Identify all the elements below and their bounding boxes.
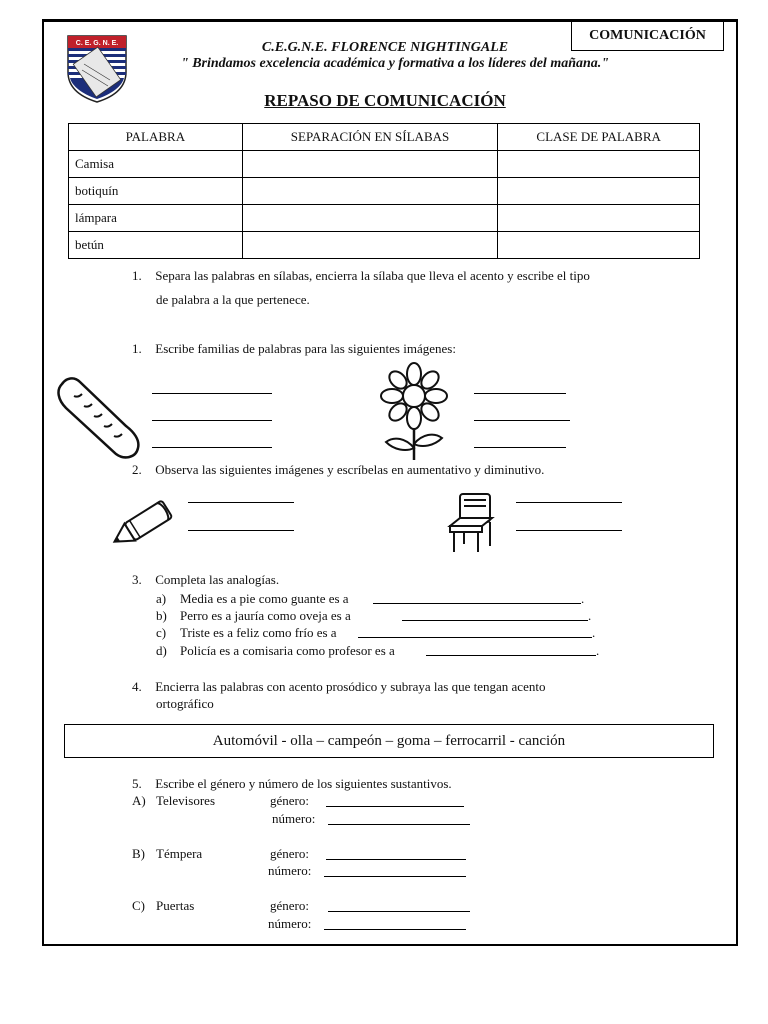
numero-label: número: xyxy=(268,916,312,931)
question-text: Encierra las palabras con acento prosódico y subraya las que tengan acento xyxy=(155,679,546,694)
analogy-end: . xyxy=(581,591,585,606)
pencil-image xyxy=(106,496,180,554)
analogy-answer-line[interactable] xyxy=(426,655,596,656)
question-3 xyxy=(132,567,279,592)
numero-line[interactable] xyxy=(328,824,470,825)
genero-label: género: xyxy=(270,846,309,861)
analogy-text: Policía es a comisaria como profesor es a xyxy=(180,643,395,658)
analogy-a xyxy=(156,590,349,608)
augmentative-line[interactable] xyxy=(188,502,294,503)
row-word: lámpara xyxy=(69,205,243,232)
noun-word: Puertas xyxy=(156,898,195,913)
question-5 xyxy=(132,775,452,793)
genero-line[interactable] xyxy=(328,911,470,912)
question-4 xyxy=(132,678,545,696)
answer-line[interactable] xyxy=(474,420,570,421)
diminutive-line[interactable] xyxy=(516,530,622,531)
flower-image xyxy=(376,362,456,462)
table-header-row xyxy=(69,124,700,151)
syllables-cell[interactable] xyxy=(242,178,498,205)
item-label: d) xyxy=(156,643,167,658)
question-number: 4. xyxy=(132,679,142,694)
question-1-cont: de palabra a la que pertenece. xyxy=(156,292,310,307)
answer-line[interactable] xyxy=(474,447,566,448)
question-2 xyxy=(132,457,544,482)
question-text: Observa las siguientes imágenes y escríbelas en aumentativo y diminutivo. xyxy=(155,462,545,477)
item-label: b) xyxy=(156,608,167,623)
school-motto: " Brindamos excelencia académica y formativa a los líderes del mañana." xyxy=(180,56,610,71)
bread-image xyxy=(52,370,144,460)
question-4-cont: ortográfico xyxy=(156,696,214,711)
genero-label: género: xyxy=(270,898,309,913)
item-label: B) xyxy=(132,846,145,861)
analogy-b xyxy=(156,607,351,625)
analogy-text: Perro es a jauría como oveja es a xyxy=(180,608,351,623)
answer-line[interactable] xyxy=(152,447,272,448)
word-class-cell[interactable] xyxy=(498,178,700,205)
numero-line[interactable] xyxy=(324,876,466,877)
noun-c xyxy=(132,898,194,914)
words-box: Automóvil - olla – campeón – goma – ferrocarril - canción xyxy=(64,724,714,758)
syllable-table xyxy=(68,123,700,259)
table-row xyxy=(69,205,700,232)
analogy-c xyxy=(156,624,337,642)
numero-label: número: xyxy=(272,811,316,826)
noun-word: Témpera xyxy=(156,846,203,861)
answer-line[interactable] xyxy=(152,420,272,421)
question-1 xyxy=(132,263,590,288)
question-number: 5. xyxy=(132,776,142,791)
item-label: A) xyxy=(132,793,146,808)
question-number: 1. xyxy=(132,268,142,283)
question-text: Escribe familias de palabras para las siguientes imágenes: xyxy=(155,341,456,356)
chair-image xyxy=(446,490,496,554)
question-number: 3. xyxy=(132,572,142,587)
syllables-cell[interactable] xyxy=(242,232,498,259)
genero-label: género: xyxy=(270,793,309,808)
question-text: Separa las palabras en sílabas, encierra la sílaba que lleva el acento y escribe el tipo xyxy=(155,268,590,283)
school-name: C.E.G.N.E. FLORENCE NIGHTINGALE xyxy=(261,40,509,55)
row-word: betún xyxy=(69,232,243,259)
answer-line[interactable] xyxy=(152,393,272,394)
header-separacion: SEPARACIÓN EN SÍLABAS xyxy=(242,124,498,151)
question-families xyxy=(132,336,456,361)
table-row xyxy=(69,151,700,178)
numero-line[interactable] xyxy=(324,929,466,930)
syllables-cell[interactable] xyxy=(242,151,498,178)
diminutive-line[interactable] xyxy=(188,530,294,531)
question-text: Completa las analogías. xyxy=(155,572,280,587)
analogy-answer-line[interactable] xyxy=(373,603,581,604)
item-label: a) xyxy=(156,591,167,606)
table-row xyxy=(69,232,700,259)
analogy-answer-line[interactable] xyxy=(402,620,588,621)
header-palabra: PALABRA xyxy=(69,124,243,151)
analogy-answer-line[interactable] xyxy=(358,637,592,638)
augmentative-line[interactable] xyxy=(516,502,622,503)
analogy-end: . xyxy=(596,643,600,658)
logo-text: C. E. G. N. E. xyxy=(75,40,119,47)
item-label: C) xyxy=(132,898,145,913)
item-label: c) xyxy=(156,625,167,640)
question-number: 2. xyxy=(132,462,142,477)
page-title: REPASO DE COMUNICACIÓN xyxy=(264,91,506,110)
analogy-end: . xyxy=(588,608,592,623)
genero-line[interactable] xyxy=(326,859,466,860)
word-class-cell[interactable] xyxy=(498,151,700,178)
numero-label: número: xyxy=(268,863,312,878)
subject-box: COMUNICACIÓN xyxy=(571,21,724,51)
analogy-text: Triste es a feliz como frío es a xyxy=(180,625,337,640)
noun-b xyxy=(132,846,202,862)
row-word: Camisa xyxy=(69,151,243,178)
table-row xyxy=(69,178,700,205)
analogy-text: Media es a pie como guante es a xyxy=(180,591,349,606)
row-word: botiquín xyxy=(69,178,243,205)
header-clase: CLASE DE PALABRA xyxy=(498,124,700,151)
answer-line[interactable] xyxy=(474,393,566,394)
word-class-cell[interactable] xyxy=(498,232,700,259)
analogy-end: . xyxy=(592,625,596,640)
noun-a xyxy=(132,793,215,809)
question-text: Escribe el género y número de los siguientes sustantivos. xyxy=(155,776,452,791)
word-class-cell[interactable] xyxy=(498,205,700,232)
analogy-d xyxy=(156,642,395,660)
genero-line[interactable] xyxy=(326,806,464,807)
syllables-cell[interactable] xyxy=(242,205,498,232)
question-number: 1. xyxy=(132,341,142,356)
noun-word: Televisores xyxy=(156,793,216,808)
